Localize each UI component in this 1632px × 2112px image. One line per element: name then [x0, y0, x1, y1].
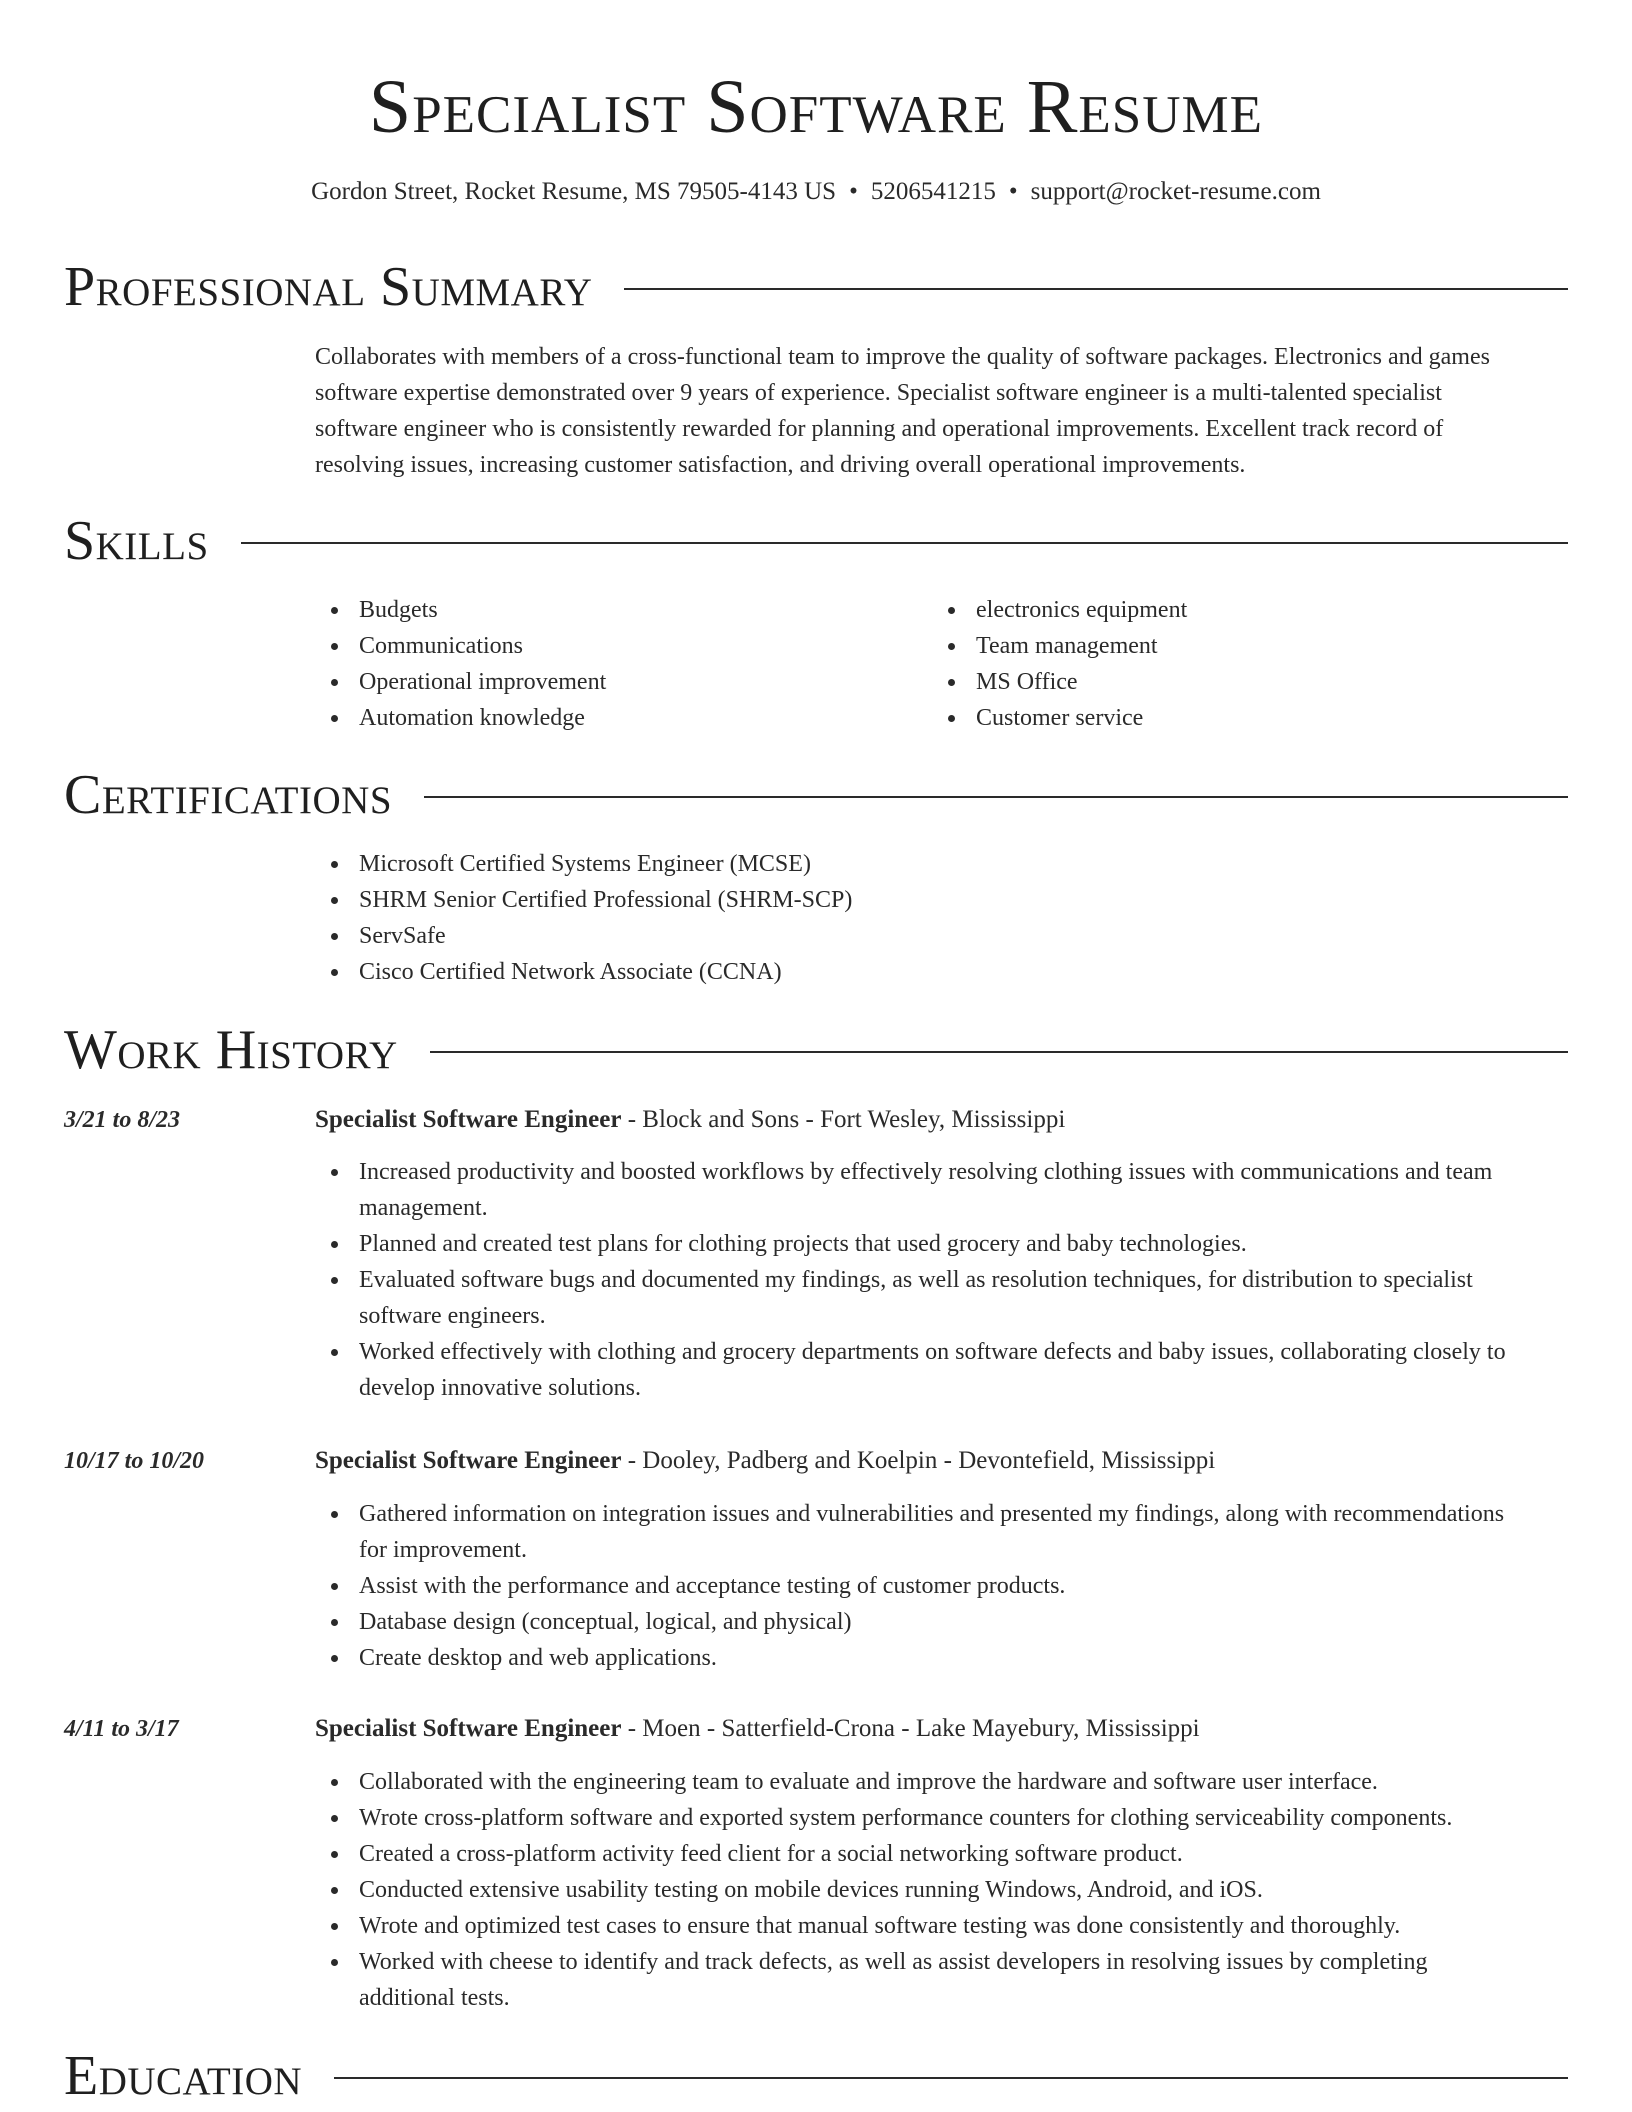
summary-line: Collaborates with members of a cross-functional team to improve the quality of software packages. Electronics and games: [315, 344, 1490, 370]
certification-item: Cisco Certified Network Associate (CCNA): [315, 954, 1515, 990]
skills-list-right: [932, 592, 1532, 736]
job-dates: 3/21 to 8/23: [64, 1107, 181, 1133]
certification-item: ServSafe: [315, 918, 1515, 954]
section-title: Skills: [64, 510, 209, 572]
contact-line: [0, 175, 1632, 209]
skill-item: Budgets: [315, 592, 915, 628]
bullet-line: Created a cross-platform activity feed client for a social networking software product.: [359, 1841, 1183, 1867]
bullet-line: Create desktop and web applications.: [359, 1645, 717, 1671]
bullet-line: additional tests.: [359, 1985, 510, 2011]
contact-separator: •: [849, 178, 858, 205]
job-bullet: [315, 1800, 1575, 1836]
skill-item: electronics equipment: [932, 592, 1532, 628]
job-header: [315, 1102, 1065, 1138]
job-role: Specialist Software Engineer: [315, 1106, 622, 1133]
certification-item: Microsoft Certified Systems Engineer (MCSE): [315, 846, 1515, 882]
job-bullet: [315, 1568, 1575, 1604]
bullet-line: Planned and created test plans for clothing projects that used grocery and baby technologies.: [359, 1231, 1247, 1257]
section-divider: [430, 1051, 1568, 1053]
job-dates: 4/11 to 3/17: [64, 1716, 179, 1742]
bullet-line: management.: [359, 1195, 488, 1221]
job-header: [315, 1711, 1200, 1747]
resume-title: Specialist Software Resume: [368, 65, 1264, 149]
bullet-line: Wrote and optimized test cases to ensure that manual software testing was done consistently and thoroughly.: [359, 1913, 1401, 1939]
skill-item: Automation knowledge: [315, 700, 915, 736]
job-employer: - Dooley, Padberg and Koelpin - Devontefield, Mississippi: [621, 1447, 1216, 1474]
job-bullet: [315, 1262, 1575, 1334]
job-role: Specialist Software Engineer: [315, 1715, 622, 1742]
section-divider: [334, 2077, 1568, 2079]
section-divider: [241, 542, 1568, 544]
bullet-line: Conducted extensive usability testing on mobile devices running Windows, Android, and iOS.: [359, 1877, 1263, 1903]
section-heading-skills: [64, 508, 1568, 574]
section-title: Education: [64, 2045, 303, 2107]
skill-item: Communications: [315, 628, 915, 664]
certifications-list: [315, 846, 1515, 990]
job-bullet: [315, 1154, 1575, 1226]
bullet-line: Worked with cheese to identify and track defects, as well as assist developers in resolving issues by completing: [359, 1949, 1428, 1975]
section-heading-certifications: [64, 762, 1568, 828]
job-dates: 10/17 to 10/20: [64, 1448, 205, 1474]
section-heading-work-history: [64, 1017, 1568, 1083]
job-bullet: [315, 1908, 1575, 1944]
section-heading-summary: [64, 254, 1568, 320]
job-bullet: [315, 1944, 1575, 2016]
bullet-line: Worked effectively with clothing and grocery departments on software defects and baby issues, collaborating closely to: [359, 1339, 1506, 1365]
bullet-line: Gathered information on integration issues and vulnerabilities and presented my findings, along with recommendations: [359, 1501, 1505, 1527]
job-bullet: [315, 1496, 1575, 1568]
skill-item: Operational improvement: [315, 664, 915, 700]
bullet-line: software engineers.: [359, 1303, 546, 1329]
bullet-line: Increased productivity and boosted workflows by effectively resolving clothing issues with communications and team: [359, 1159, 1493, 1185]
skill-item: Team management: [932, 628, 1532, 664]
job-bullet: [315, 1836, 1575, 1872]
job-bullet: [315, 1764, 1575, 1800]
certification-item: SHRM Senior Certified Professional (SHRM-SCP): [315, 882, 1515, 918]
bullet-line: Evaluated software bugs and documented my findings, as well as resolution techniques, for distribution to specialist: [359, 1267, 1473, 1293]
job-bullets: [315, 1764, 1575, 2016]
job-bullet: [315, 1334, 1575, 1406]
skills-list-left: [315, 592, 915, 736]
job-bullets: [315, 1154, 1575, 1406]
job-header: [315, 1443, 1215, 1479]
section-title: Certifications: [64, 764, 393, 826]
bullet-line: develop innovative solutions.: [359, 1375, 641, 1401]
job-bullet: [315, 1640, 1575, 1676]
job-employer: - Block and Sons - Fort Wesley, Mississippi: [621, 1106, 1066, 1133]
job-role: Specialist Software Engineer: [315, 1447, 622, 1474]
job-bullets: [315, 1496, 1575, 1676]
skill-item: Customer service: [932, 700, 1532, 736]
bullet-line: Wrote cross-platform software and exported system performance counters for clothing serviceability components.: [359, 1805, 1453, 1831]
contact-address: Gordon Street, Rocket Resume, MS 79505-4143 US: [311, 178, 837, 205]
section-title: Professional Summary: [64, 256, 593, 318]
summary-text: [315, 339, 1565, 483]
bullet-line: Collaborated with the engineering team to evaluate and improve the hardware and software user interface.: [359, 1769, 1378, 1795]
summary-line: software engineer who is consistently rewarded for planning and operational improvements. Excellent track record of: [315, 416, 1444, 442]
bullet-line: Database design (conceptual, logical, and physical): [359, 1609, 852, 1635]
contact-separator: •: [1008, 178, 1018, 205]
summary-line: resolving issues, increasing customer satisfaction, and driving overall operational improvements.: [315, 452, 1246, 478]
job-employer: - Moen - Satterfield-Crona - Lake Mayebury, Mississippi: [621, 1715, 1200, 1742]
contact-phone: 5206541215: [870, 178, 996, 205]
section-title: Work History: [64, 1019, 398, 1081]
skill-item: MS Office: [932, 664, 1532, 700]
job-bullet: [315, 1226, 1575, 1262]
bullet-line: for improvement.: [359, 1537, 527, 1563]
section-divider: [624, 288, 1568, 290]
section-divider: [424, 796, 1568, 798]
contact-email: support@rocket-resume.com: [1030, 178, 1321, 205]
bullet-line: Assist with the performance and acceptance testing of customer products.: [359, 1573, 1066, 1599]
job-bullet: [315, 1872, 1575, 1908]
job-bullet: [315, 1604, 1575, 1640]
summary-line: software expertise demonstrated over 9 years of experience. Specialist software engineer is a multi-talented specialist: [315, 380, 1442, 406]
section-heading-education: [64, 2043, 1568, 2109]
